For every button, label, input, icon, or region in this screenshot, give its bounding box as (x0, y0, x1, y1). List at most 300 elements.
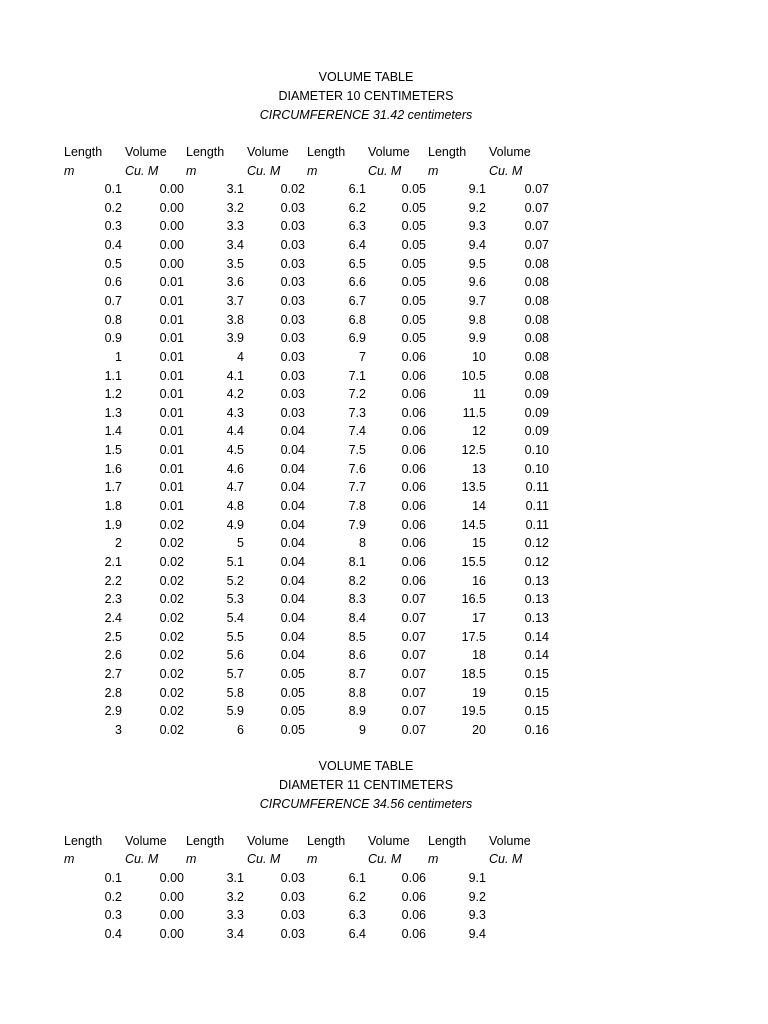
unit-label: m (64, 164, 75, 178)
column-header: Length (428, 145, 467, 159)
volume-cell: 0.05 (401, 331, 426, 345)
volume-cell: 0.02 (159, 667, 184, 681)
length-cell: 8.9 (348, 704, 366, 718)
length-cell: 17 (472, 611, 486, 625)
volume-cell: 0.07 (524, 201, 549, 215)
length-cell: 14.5 (461, 518, 486, 532)
length-cell: 0.6 (104, 275, 122, 289)
length-cell: 16.5 (461, 592, 486, 606)
volume-cell: 0.07 (401, 704, 426, 718)
volume-cell: 0.04 (280, 518, 305, 532)
volume-cell: 0.05 (401, 294, 426, 308)
volume-cell: 0.02 (159, 704, 184, 718)
volume-cell: 0.12 (524, 555, 549, 569)
length-cell: 1.4 (104, 424, 122, 438)
volume-cell: 0.06 (401, 555, 426, 569)
volume-cell: 0.02 (159, 611, 184, 625)
unit-label: Cu. M (368, 164, 402, 178)
length-cell: 8.1 (348, 555, 366, 569)
volume-cell: 0.03 (280, 313, 305, 327)
table-2-circumference: CIRCUMFERENCE 34.56 centimeters (259, 797, 473, 811)
volume-cell: 0.06 (401, 462, 426, 476)
table-2-title: VOLUME TABLE (318, 759, 414, 773)
length-cell: 6.2 (348, 890, 366, 904)
length-cell: 16 (472, 574, 486, 588)
volume-cell: 0.06 (401, 406, 426, 420)
length-cell: 7.7 (348, 480, 366, 494)
length-cell: 7.2 (348, 387, 366, 401)
length-cell: 2.8 (104, 686, 122, 700)
unit-label: Cu. M (125, 852, 159, 866)
length-cell: 13.5 (461, 480, 486, 494)
length-cell: 9.2 (468, 201, 486, 215)
length-cell: 4.6 (226, 462, 244, 476)
length-cell: 4.9 (226, 518, 244, 532)
length-cell: 7 (359, 350, 366, 364)
volume-cell: 0.06 (401, 536, 426, 550)
table-1-diameter: DIAMETER 10 CENTIMETERS (278, 89, 454, 103)
length-cell: 7.3 (348, 406, 366, 420)
volume-cell: 0.04 (280, 536, 305, 550)
volume-cell: 0.06 (401, 443, 426, 457)
unit-label: m (186, 852, 197, 866)
volume-cell: 0.12 (524, 536, 549, 550)
column-header: Length (186, 834, 225, 848)
length-cell: 3.1 (226, 871, 244, 885)
volume-cell: 0.04 (280, 424, 305, 438)
length-cell: 1.7 (104, 480, 122, 494)
volume-cell: 0.01 (159, 406, 184, 420)
length-cell: 7.1 (348, 369, 366, 383)
volume-cell: 0.16 (524, 723, 549, 737)
volume-cell: 0.01 (159, 331, 184, 345)
volume-cell: 0.06 (401, 908, 426, 922)
volume-cell: 0.03 (280, 294, 305, 308)
volume-cell: 0.04 (280, 648, 305, 662)
volume-cell: 0.00 (159, 257, 184, 271)
volume-cell: 0.08 (524, 294, 549, 308)
length-cell: 6.1 (348, 182, 366, 196)
volume-cell: 0.02 (159, 648, 184, 662)
length-cell: 3.3 (226, 219, 244, 233)
length-cell: 2.4 (104, 611, 122, 625)
unit-label: m (307, 164, 318, 178)
volume-cell: 0.07 (401, 611, 426, 625)
length-cell: 8.3 (348, 592, 366, 606)
volume-cell: 0.11 (525, 480, 549, 494)
unit-label: m (307, 852, 318, 866)
column-header: Volume (368, 145, 410, 159)
volume-cell: 0.05 (280, 723, 305, 737)
volume-cell: 0.08 (524, 313, 549, 327)
volume-cell: 0.07 (524, 182, 549, 196)
volume-cell: 0.06 (401, 574, 426, 588)
length-cell: 2.1 (104, 555, 122, 569)
length-cell: 4.3 (226, 406, 244, 420)
length-cell: 20 (472, 723, 486, 737)
length-cell: 3.4 (226, 927, 244, 941)
length-cell: 5.3 (226, 592, 244, 606)
length-cell: 8.5 (348, 630, 366, 644)
volume-cell: 0.01 (159, 350, 184, 364)
length-cell: 6.2 (348, 201, 366, 215)
length-cell: 3.6 (226, 275, 244, 289)
column-header: Length (64, 145, 103, 159)
length-cell: 7.6 (348, 462, 366, 476)
length-cell: 6.7 (348, 294, 366, 308)
column-header: Volume (125, 145, 167, 159)
length-cell: 0.8 (104, 313, 122, 327)
length-cell: 2.3 (104, 592, 122, 606)
length-cell: 1.2 (104, 387, 122, 401)
volume-cell: 0.03 (280, 275, 305, 289)
volume-cell: 0.07 (401, 648, 426, 662)
volume-cell: 0.08 (524, 350, 549, 364)
volume-cell: 0.04 (280, 443, 305, 457)
volume-cell: 0.08 (524, 257, 549, 271)
length-cell: 0.4 (104, 238, 122, 252)
volume-cell: 0.03 (280, 890, 305, 904)
volume-cell: 0.06 (401, 387, 426, 401)
volume-cell: 0.06 (401, 927, 426, 941)
length-cell: 4.8 (226, 499, 244, 513)
volume-cell: 0.04 (280, 611, 305, 625)
volume-cell: 0.05 (401, 238, 426, 252)
volume-cell: 0.08 (524, 331, 549, 345)
volume-cell: 0.04 (280, 592, 305, 606)
volume-cell: 0.14 (524, 648, 549, 662)
length-cell: 9.3 (468, 908, 486, 922)
length-cell: 18.5 (461, 667, 486, 681)
length-cell: 5.1 (226, 555, 244, 569)
length-cell: 4 (237, 350, 244, 364)
column-header: Volume (489, 834, 531, 848)
length-cell: 3.5 (226, 257, 244, 271)
volume-cell: 0.05 (280, 686, 305, 700)
length-cell: 3.7 (226, 294, 244, 308)
volume-cell: 0.08 (524, 275, 549, 289)
column-header: Volume (125, 834, 167, 848)
volume-cell: 0.03 (280, 201, 305, 215)
column-header: Length (64, 834, 103, 848)
length-cell: 9.9 (468, 331, 486, 345)
volume-cell: 0.07 (401, 630, 426, 644)
volume-cell: 0.01 (159, 462, 184, 476)
length-cell: 6.6 (348, 275, 366, 289)
length-cell: 0.3 (104, 908, 122, 922)
length-cell: 4.4 (226, 424, 244, 438)
length-cell: 9.1 (468, 871, 486, 885)
volume-cell: 0.04 (280, 480, 305, 494)
length-cell: 8.4 (348, 611, 366, 625)
length-cell: 3.2 (226, 890, 244, 904)
volume-cell: 0.15 (524, 667, 549, 681)
length-cell: 3.2 (226, 201, 244, 215)
unit-label: Cu. M (247, 852, 281, 866)
length-cell: 6.4 (348, 927, 366, 941)
length-cell: 15 (472, 536, 486, 550)
volume-cell: 0.01 (159, 443, 184, 457)
table-1-title: VOLUME TABLE (318, 70, 414, 84)
volume-cell: 0.14 (524, 630, 549, 644)
length-cell: 6.3 (348, 908, 366, 922)
volume-cell: 0.13 (524, 611, 549, 625)
column-header: Length (186, 145, 225, 159)
length-cell: 4.1 (226, 369, 244, 383)
length-cell: 8.6 (348, 648, 366, 662)
volume-cell: 0.06 (401, 518, 426, 532)
volume-cell: 0.07 (524, 238, 549, 252)
column-header: Volume (368, 834, 410, 848)
volume-cell: 0.03 (280, 927, 305, 941)
length-cell: 0.2 (104, 201, 122, 215)
length-cell: 8.7 (348, 667, 366, 681)
volume-cell: 0.15 (524, 704, 549, 718)
volume-cell: 0.08 (524, 369, 549, 383)
volume-cell: 0.01 (159, 369, 184, 383)
volume-cell: 0.01 (159, 294, 184, 308)
volume-cell: 0.00 (159, 201, 184, 215)
length-cell: 18 (472, 648, 486, 662)
volume-cell: 0.02 (159, 723, 184, 737)
length-cell: 9.5 (468, 257, 486, 271)
volume-cell: 0.02 (159, 518, 184, 532)
volume-cell: 0.06 (401, 350, 426, 364)
length-cell: 7.5 (348, 443, 366, 457)
length-cell: 0.1 (104, 182, 122, 196)
length-cell: 11 (473, 387, 486, 401)
column-header: Length (428, 834, 467, 848)
length-cell: 19 (472, 686, 486, 700)
volume-cell: 0.00 (159, 219, 184, 233)
volume-cell: 0.07 (401, 592, 426, 606)
length-cell: 0.3 (104, 219, 122, 233)
volume-cell: 0.02 (159, 686, 184, 700)
volume-cell: 0.04 (280, 630, 305, 644)
volume-cell: 0.04 (280, 499, 305, 513)
volume-cell: 0.03 (280, 369, 305, 383)
length-cell: 13 (472, 462, 486, 476)
volume-cell: 0.03 (280, 908, 305, 922)
length-cell: 1.3 (104, 406, 122, 420)
length-cell: 10.5 (461, 369, 486, 383)
unit-label: m (428, 164, 439, 178)
unit-label: Cu. M (489, 164, 523, 178)
volume-cell: 0.00 (159, 238, 184, 252)
length-cell: 5.8 (226, 686, 244, 700)
volume-cell: 0.05 (280, 704, 305, 718)
unit-label: m (428, 852, 439, 866)
volume-cell: 0.05 (401, 201, 426, 215)
length-cell: 0.1 (104, 871, 122, 885)
length-cell: 11.5 (462, 406, 486, 420)
length-cell: 8.8 (348, 686, 366, 700)
volume-cell: 0.06 (401, 871, 426, 885)
length-cell: 5.7 (226, 667, 244, 681)
volume-cell: 0.01 (159, 275, 184, 289)
volume-cell: 0.02 (159, 536, 184, 550)
volume-cell: 0.05 (401, 219, 426, 233)
volume-cell: 0.00 (159, 927, 184, 941)
length-cell: 6.3 (348, 219, 366, 233)
column-header: Volume (247, 834, 289, 848)
length-cell: 1 (115, 350, 122, 364)
length-cell: 12.5 (461, 443, 486, 457)
length-cell: 9 (359, 723, 366, 737)
length-cell: 0.2 (104, 890, 122, 904)
length-cell: 9.2 (468, 890, 486, 904)
table-2-diameter: DIAMETER 11 CENTIMETERS (278, 778, 454, 792)
length-cell: 7.8 (348, 499, 366, 513)
length-cell: 1.8 (104, 499, 122, 513)
length-cell: 9.6 (468, 275, 486, 289)
length-cell: 0.7 (104, 294, 122, 308)
length-cell: 6 (237, 723, 244, 737)
length-cell: 5 (237, 536, 244, 550)
volume-cell: 0.06 (401, 480, 426, 494)
volume-cell: 0.02 (159, 574, 184, 588)
length-cell: 9.4 (468, 238, 486, 252)
volume-cell: 0.00 (159, 182, 184, 196)
length-cell: 3.8 (226, 313, 244, 327)
length-cell: 6.9 (348, 331, 366, 345)
length-cell: 5.5 (226, 630, 244, 644)
length-cell: 2 (115, 536, 122, 550)
length-cell: 8 (359, 536, 366, 550)
volume-cell: 0.06 (401, 424, 426, 438)
volume-cell: 0.10 (524, 462, 549, 476)
volume-cell: 0.00 (159, 890, 184, 904)
volume-cell: 0.04 (280, 555, 305, 569)
volume-cell: 0.05 (401, 313, 426, 327)
unit-label: Cu. M (247, 164, 281, 178)
length-cell: 5.4 (226, 611, 244, 625)
length-cell: 3.4 (226, 238, 244, 252)
length-cell: 5.6 (226, 648, 244, 662)
volume-cell: 0.01 (159, 480, 184, 494)
length-cell: 12 (472, 424, 486, 438)
length-cell: 2.9 (104, 704, 122, 718)
length-cell: 2.2 (104, 574, 122, 588)
volume-cell: 0.03 (280, 387, 305, 401)
volume-cell: 0.03 (280, 331, 305, 345)
volume-cell: 0.09 (524, 406, 549, 420)
volume-cell: 0.15 (524, 686, 549, 700)
volume-cell: 0.02 (280, 182, 305, 196)
volume-cell: 0.07 (401, 686, 426, 700)
volume-cell: 0.03 (280, 350, 305, 364)
length-cell: 9.1 (468, 182, 486, 196)
length-cell: 19.5 (461, 704, 486, 718)
volume-cell: 0.02 (159, 630, 184, 644)
volume-cell: 0.03 (280, 238, 305, 252)
volume-cell: 0.07 (401, 667, 426, 681)
volume-cell: 0.07 (401, 723, 426, 737)
length-cell: 0.4 (104, 927, 122, 941)
length-cell: 7.9 (348, 518, 366, 532)
column-header: Length (307, 834, 346, 848)
length-cell: 7.4 (348, 424, 366, 438)
length-cell: 15.5 (461, 555, 486, 569)
volume-cell: 0.05 (280, 667, 305, 681)
volume-cell: 0.09 (524, 424, 549, 438)
unit-label: Cu. M (125, 164, 159, 178)
volume-cell: 0.13 (524, 592, 549, 606)
volume-cell: 0.01 (159, 313, 184, 327)
length-cell: 14 (472, 499, 486, 513)
length-cell: 6.4 (348, 238, 366, 252)
length-cell: 2.6 (104, 648, 122, 662)
length-cell: 3.9 (226, 331, 244, 345)
volume-cell: 0.03 (280, 406, 305, 420)
length-cell: 8.2 (348, 574, 366, 588)
length-cell: 2.5 (104, 630, 122, 644)
column-header: Length (307, 145, 346, 159)
volume-cell: 0.13 (524, 574, 549, 588)
length-cell: 3 (115, 723, 122, 737)
length-cell: 9.3 (468, 219, 486, 233)
length-cell: 0.9 (104, 331, 122, 345)
length-cell: 1.9 (104, 518, 122, 532)
length-cell: 10 (472, 350, 486, 364)
length-cell: 3.1 (226, 182, 244, 196)
volume-cell: 0.01 (159, 424, 184, 438)
volume-cell: 0.10 (524, 443, 549, 457)
unit-label: Cu. M (489, 852, 523, 866)
length-cell: 5.2 (226, 574, 244, 588)
volume-cell: 0.09 (524, 387, 549, 401)
table-1-circumference: CIRCUMFERENCE 31.42 centimeters (259, 108, 473, 122)
length-cell: 1.5 (104, 443, 122, 457)
volume-cell: 0.04 (280, 462, 305, 476)
length-cell: 9.4 (468, 927, 486, 941)
length-cell: 6.5 (348, 257, 366, 271)
unit-label: m (64, 852, 75, 866)
volume-cell: 0.00 (159, 908, 184, 922)
volume-cell: 0.11 (525, 499, 549, 513)
length-cell: 4.5 (226, 443, 244, 457)
volume-cell: 0.03 (280, 219, 305, 233)
length-cell: 4.7 (226, 480, 244, 494)
volume-cell: 0.07 (524, 219, 549, 233)
length-cell: 9.7 (468, 294, 486, 308)
volume-cell: 0.02 (159, 555, 184, 569)
unit-label: m (186, 164, 197, 178)
length-cell: 2.7 (104, 667, 122, 681)
column-header: Volume (489, 145, 531, 159)
unit-label: Cu. M (368, 852, 402, 866)
column-header: Volume (247, 145, 289, 159)
volume-cell: 0.06 (401, 499, 426, 513)
length-cell: 6.8 (348, 313, 366, 327)
length-cell: 6.1 (348, 871, 366, 885)
volume-cell: 0.02 (159, 592, 184, 606)
volume-cell: 0.03 (280, 257, 305, 271)
volume-cell: 0.00 (159, 871, 184, 885)
volume-cell: 0.05 (401, 182, 426, 196)
length-cell: 17.5 (461, 630, 486, 644)
volume-cell: 0.03 (280, 871, 305, 885)
volume-cell: 0.11 (525, 518, 549, 532)
volume-cell: 0.05 (401, 275, 426, 289)
volume-cell: 0.01 (159, 499, 184, 513)
length-cell: 1.1 (104, 369, 122, 383)
length-cell: 0.5 (104, 257, 122, 271)
volume-cell: 0.06 (401, 369, 426, 383)
length-cell: 5.9 (226, 704, 244, 718)
volume-cell: 0.05 (401, 257, 426, 271)
length-cell: 1.6 (104, 462, 122, 476)
